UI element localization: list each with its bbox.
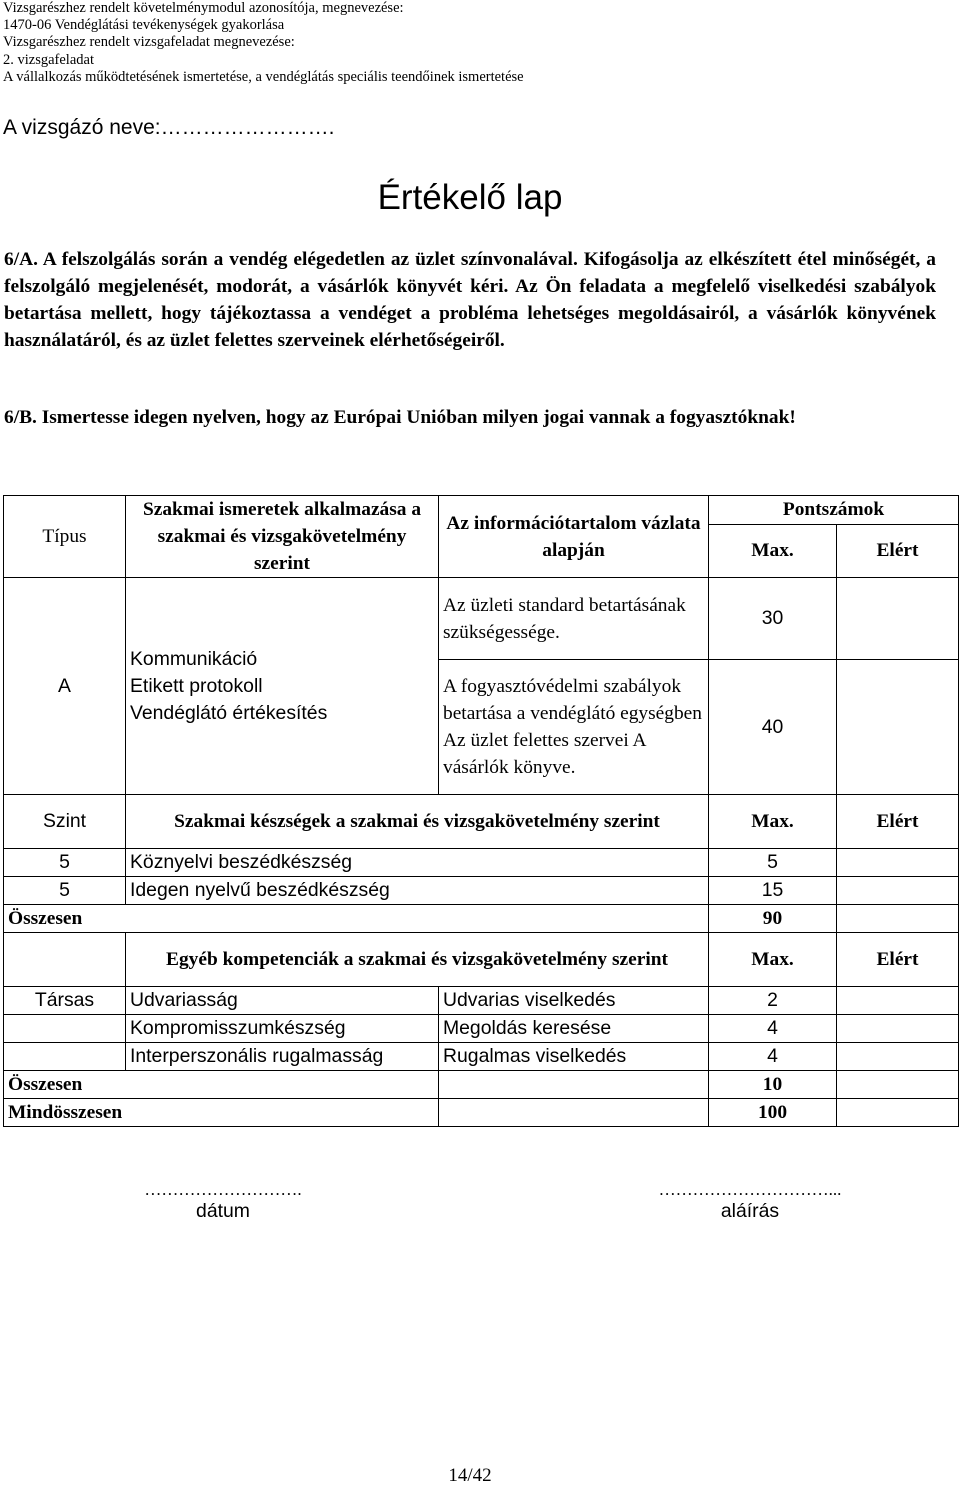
topic: Vendéglátó értékesítés	[130, 701, 328, 724]
skills-total-label: Összesen	[4, 905, 709, 933]
skills-total-max: 90	[709, 905, 837, 933]
max-header: Max.	[709, 524, 837, 577]
topic: Etikett protokoll	[130, 674, 263, 697]
competency-group: Társas	[4, 987, 126, 1015]
competency-name: Interperszonális rugalmasság	[126, 1043, 439, 1071]
competency-desc: Rugalmas viselkedés	[439, 1043, 709, 1071]
outline-header: Az információtartalom vázlata alapján	[439, 496, 709, 578]
max-value: 30	[709, 578, 837, 660]
task-6b: 6/B. Ismertesse idegen nyelven, hogy az Európai Unióban milyen jogai vannak a fogyasztóknak!	[4, 407, 796, 428]
header-line: Vizsgarészhez rendelt vizsgafeladat megnevezése:	[3, 34, 295, 51]
achieved-header: Elért	[837, 795, 959, 849]
skill-level: 5	[4, 849, 126, 877]
other-competencies-header: Egyéb kompetenciák a szakmai és vizsgakövetelmény szerint	[126, 933, 709, 987]
header-line: 1470-06 Vendéglátási tevékenységek gyakorlása	[3, 17, 285, 34]
max-header: Max.	[709, 933, 837, 987]
empty-cell	[4, 1043, 126, 1071]
achieved-cell	[837, 1043, 959, 1071]
header-line: 2. vizsgafeladat	[3, 51, 94, 68]
competency-name: Udvariasság	[126, 987, 439, 1015]
signature-block	[605, 1180, 895, 1223]
points-header: Pontszámok	[709, 496, 959, 525]
date-label: dátum	[196, 1200, 250, 1222]
max-value: 15	[709, 877, 837, 905]
empty-cell	[439, 1071, 709, 1099]
date-dotted-line: ……………………….	[144, 1180, 302, 1199]
level-header: Szint	[4, 795, 126, 849]
competency-name: Kompromisszumkészség	[126, 1015, 439, 1043]
skills-header: Szakmai készségek a szakmai és vizsgakövetelmény szerint	[126, 795, 709, 849]
empty-cell	[4, 933, 126, 987]
max-value: 4	[709, 1015, 837, 1043]
empty-cell	[439, 1099, 709, 1127]
empty-cell	[4, 1015, 126, 1043]
section-a-topics	[126, 578, 439, 795]
grand-total-label: Mindösszesen	[4, 1099, 439, 1127]
header-line: Vizsgarészhez rendelt követelménymodul azonosítója, megnevezése:	[3, 0, 404, 16]
signature-dotted-line: …………………………...	[658, 1180, 842, 1199]
max-value: 4	[709, 1043, 837, 1071]
skill-level: 5	[4, 877, 126, 905]
max-value: 40	[709, 660, 837, 795]
skill-name: Idegen nyelvű beszédkészség	[126, 877, 709, 905]
achieved-cell	[837, 905, 959, 933]
outline-item: A fogyasztóvédelmi szabályok betartása a vendéglátó egységben Az üzlet felettes szervei A vásárlók könyve.	[439, 660, 709, 795]
achieved-header: Elért	[837, 933, 959, 987]
signature-label: aláírás	[720, 1200, 780, 1222]
achieved-cell	[837, 987, 959, 1015]
achieved-cell	[837, 660, 959, 795]
evaluation-table	[3, 495, 959, 1127]
achieved-header: Elért	[837, 524, 959, 577]
date-signature-block	[88, 1180, 358, 1223]
page-number: 14/42	[448, 1465, 492, 1486]
grand-total-max: 100	[709, 1099, 837, 1127]
document-header	[3, 0, 524, 86]
task-6a: 6/A. A felszolgálás során a vendég elégedetlen az üzlet színvonalával. Kifogásolja az elkészített étel minőségét, a felszolgáló megjelenését, modorát, a vásárlók könyvét kéri. Az Ön feladata a megfelelő viselkedési szabályok betartása mellett, hogy tájékoztassa a vendéget a probléma lehetséges megoldásairól, a vásárlók könyvének használatáról, és az üzlet felettes szerveinek elérhetőségeiről.	[4, 249, 936, 351]
achieved-cell	[837, 1099, 959, 1127]
max-value: 2	[709, 987, 837, 1015]
competency-desc: Udvarias viselkedés	[439, 987, 709, 1015]
section-a-type: A	[4, 578, 126, 795]
max-value: 5	[709, 849, 837, 877]
type-header: Típus	[4, 496, 126, 578]
achieved-cell	[837, 1071, 959, 1099]
skill-name: Köznyelvi beszédkészség	[126, 849, 709, 877]
outline-item: Az üzleti standard betartásának szükségessége.	[439, 578, 709, 660]
achieved-cell	[837, 877, 959, 905]
knowledge-header: Szakmai ismeretek alkalmazása a szakmai és vizsgakövetelmény szerint	[126, 496, 439, 578]
achieved-cell	[837, 1015, 959, 1043]
page-title: Értékelő lap	[377, 178, 563, 217]
other-total-label: Összesen	[4, 1071, 439, 1099]
header-line: A vállalkozás működtetésének ismertetése, a vendéglátás speciális teendőinek ismertetése	[3, 68, 524, 85]
max-header: Max.	[709, 795, 837, 849]
other-total-max: 10	[709, 1071, 837, 1099]
examinee-name-line: A vizsgázó neve:…………………….	[3, 116, 335, 139]
achieved-cell	[837, 578, 959, 660]
topic: Kommunikáció	[130, 647, 258, 670]
achieved-cell	[837, 849, 959, 877]
competency-desc: Megoldás keresése	[439, 1015, 709, 1043]
